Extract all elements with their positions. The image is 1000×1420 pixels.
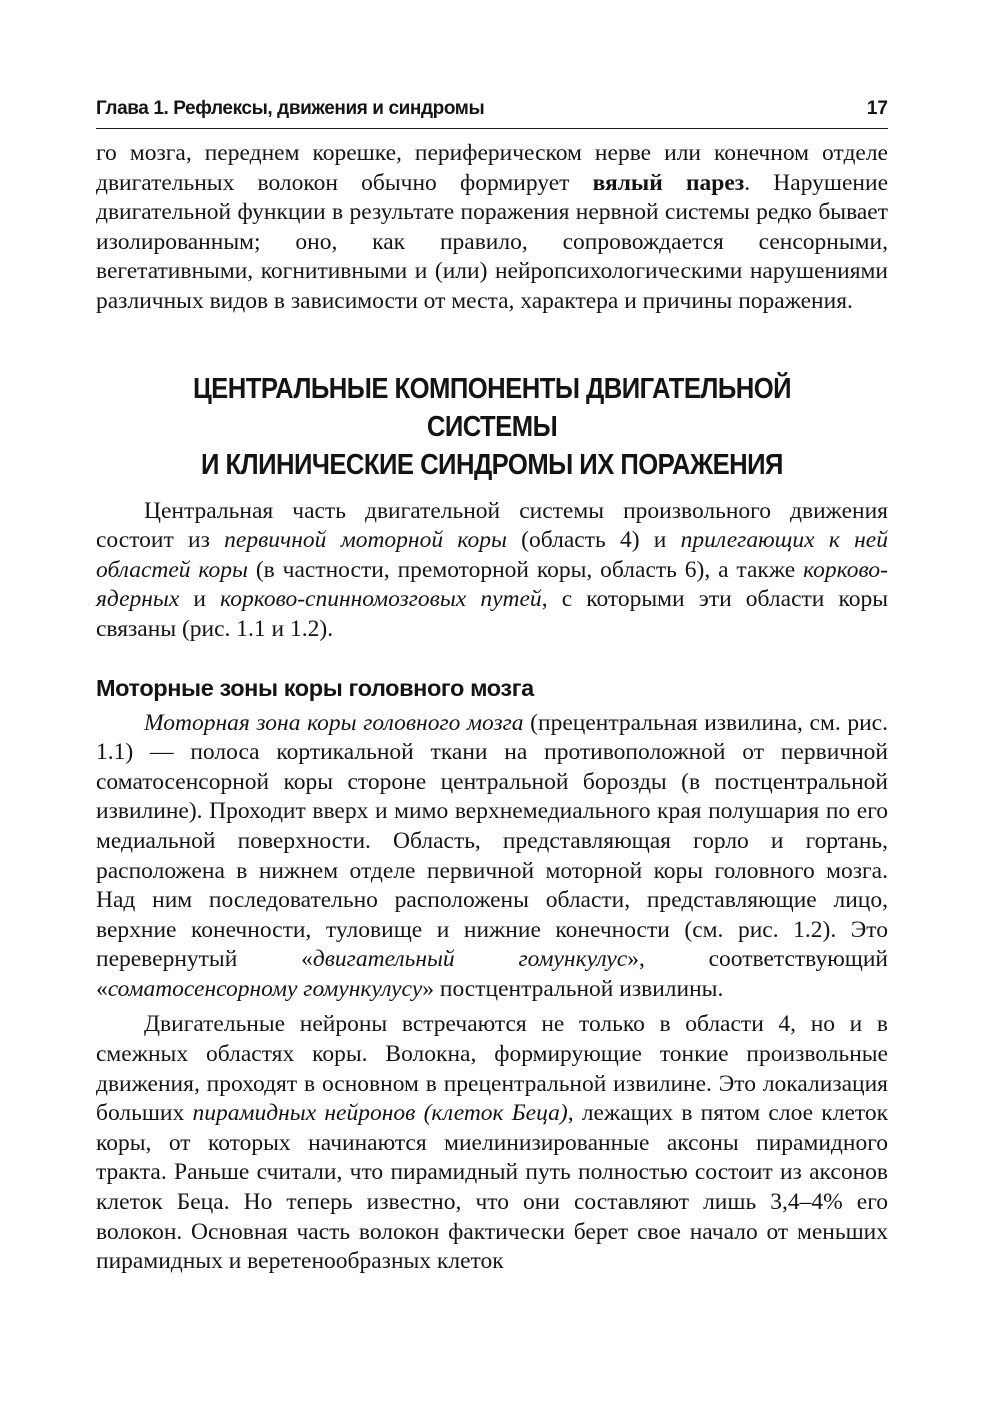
sub-p1-text-3: » постцентральной извилины. (422, 975, 724, 1002)
section-text-5: , с которыми эти области коры связаны (рис. 1.1 и 1.2). (96, 586, 888, 642)
intro-text-2: . Нарушение двигательной функции в результате поражения нервной системы редко бывает изолированным; оно, как правило, сопровождается сенсорными, вегетативными, когнитивными и (или) нейропсихологическими нарушениями различных видов в зависимости от места, характера и причины поражения. (96, 169, 888, 314)
section-paragraph (96, 497, 888, 645)
subsection-paragraph-2 (96, 1010, 888, 1276)
section-italic-2: прилегающих к ней областей коры (96, 527, 888, 583)
section-text-4: и (179, 586, 221, 613)
section-heading-line-1: ЦЕНТРАЛЬНЫЕ КОМПОНЕНТЫ ДВИГАТЕЛЬНОЙ СИСТЕМЫ (192, 372, 792, 443)
sub-p2-text-1: Двигательные нейроны встречаются не только в области 4, но и в смежных областях коры. Волокна, формирующие тонкие произвольные движения, проходят в основном в прецентральной извилине. Это локализация больших (96, 1011, 888, 1127)
running-head (96, 92, 888, 129)
intro-bold-term: вялый парез (592, 169, 745, 196)
section-text-1: Центральная часть двигательной системы произвольного движения состоит из (96, 497, 888, 554)
chapter-title: Глава 1. Рефлексы, движения и синдромы (96, 98, 485, 119)
sub-p2-text-2: , лежащих в пятом слое клеток коры, от которых начинаются миелинизированные аксоны пирамидного тракта. Раньше считали, что пирамидный путь полностью состоит из аксонов клеток Беца. Но теперь известно, что они составляют лишь 3,4–4% его волокон. Основная часть волокон фактически берет свое начало от меньших пирамидных и веретенообразных клеток (96, 1100, 888, 1275)
sub-p1-italic-1: Моторная зона коры головного мозга (144, 709, 524, 736)
subsection-paragraph-1 (96, 709, 888, 1005)
intro-text-1: го мозга, переднем корешке, периферическом нерве или конечном отделе двигательных волокон обычно формирует (96, 140, 888, 196)
sub-p1-text-2: », соответствующий « (96, 946, 888, 1002)
subsection-heading: Моторные зоны коры головного мозга (96, 674, 534, 701)
book-page (96, 92, 888, 1277)
sub-p1-italic-2: двигательный гомункулус (312, 946, 628, 973)
sub-p1-text-1: (прецентральная извилина, см. рис. 1.1) — полоса кортикальной ткани на противоположной от первичной соматосенсорной коры стороне центральной борозды (в постцентральной извилине). Проходит вверх и мимо верхнемедиального края полушария по его медиальной поверхности. Область, представляющая горло и гортань, расположена в нижнем отделе первичной моторной коры головного мозга. Над ним последовательно расположены области, представляющие лицо, верхние конечности, туловище и нижние конечности (см. рис. 1.2). Это перевернутый « (96, 709, 888, 973)
section-italic-4: корково-спинномозговых путей (220, 586, 542, 613)
intro-paragraph (96, 139, 888, 317)
page-number: 17 (866, 98, 888, 119)
section-text-3: (в частности, премоторной коры, область 6), а также (247, 556, 804, 583)
section-italic-3: корково-ядерных (96, 556, 888, 613)
section-text-2: (область 4) и (506, 527, 681, 554)
sub-p1-italic-3: соматосенсорному гомункулусу (107, 975, 423, 1002)
section-italic-1: первичной моторной коры (224, 527, 507, 554)
sub-p2-italic-1: пирамидных нейронов (клеток Беца) (192, 1100, 568, 1127)
section-heading (136, 370, 849, 484)
section-heading-line-2: И КЛИНИЧЕСКИЕ СИНДРОМЫ ИХ ПОРАЖЕНИЯ (201, 448, 783, 481)
